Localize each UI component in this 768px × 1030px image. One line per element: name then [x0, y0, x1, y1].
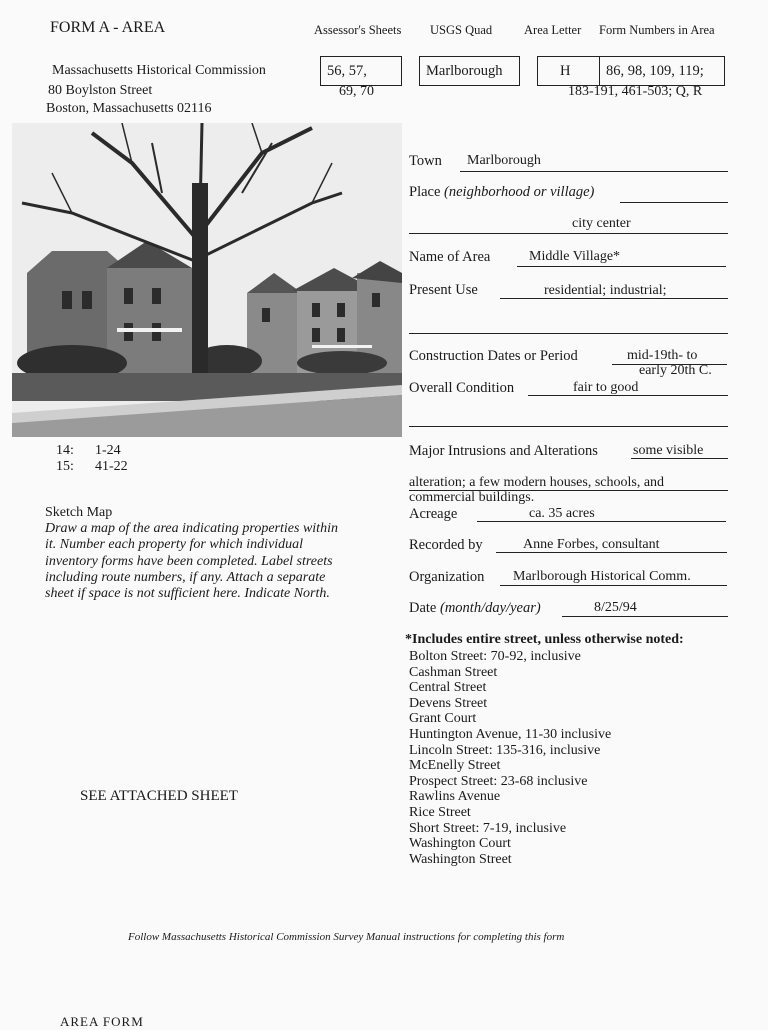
street-item: Washington Court — [409, 836, 511, 852]
form-numbers-header: Form Numbers in Area — [599, 23, 715, 37]
town-label: Town — [409, 153, 442, 169]
intrusions-value-2[interactable]: alteration; a few modern houses, schools, and — [409, 475, 665, 490]
sketch-line: including route numbers, if any. Attach a separate — [45, 569, 326, 585]
assessors-sheets-header: Assessor's Sheets — [314, 23, 402, 37]
street-item: Rawlins Avenue — [409, 789, 501, 805]
streets-list — [409, 649, 611, 867]
place-label-text: Place — [409, 184, 441, 200]
street-item: Grant Court — [409, 711, 477, 727]
sketch-line: Draw a map of the area indicating properties within — [45, 521, 338, 536]
photo-caption-roll-1: 14: — [56, 443, 74, 458]
assessors-sheets-value-2: 69, 70 — [339, 84, 374, 99]
organization-label: Organization — [409, 569, 485, 585]
date-underline — [562, 616, 728, 617]
sketch-map-heading: Sketch Map — [45, 505, 113, 520]
area-letter-box[interactable] — [537, 56, 600, 86]
form-numbers-value: 86, 98, 109, 119; — [606, 62, 704, 79]
present-use-value[interactable]: residential; industrial; — [544, 283, 667, 298]
recorded-by-value[interactable]: Anne Forbes, consultant — [523, 537, 660, 552]
place-label — [409, 184, 594, 201]
photo-caption-roll-2: 15: — [56, 459, 74, 474]
area-photo — [12, 123, 402, 437]
area-letter-value: H — [560, 62, 571, 79]
date-label-text: Date — [409, 600, 437, 616]
assessors-sheets-box[interactable] — [320, 56, 402, 86]
intrusions-label: Major Intrusions and Alterations — [409, 443, 598, 459]
construction-dates-label: Construction Dates or Period — [409, 348, 578, 364]
acreage-value[interactable]: ca. 35 acres — [529, 506, 595, 521]
streets-note: *Includes entire street, unless otherwise noted: — [405, 632, 684, 647]
photo-caption-frames-2: 41-22 — [95, 459, 128, 474]
date-value[interactable]: 8/25/94 — [594, 600, 637, 615]
street-item: Huntington Avenue, 11-30 inclusive — [409, 726, 612, 742]
place-underline-1 — [620, 202, 728, 203]
sketch-line: sheet if space is not sufficient here. Indicate North. — [45, 586, 330, 602]
acreage-underline — [477, 521, 726, 522]
street-scene-photo — [12, 123, 402, 437]
intrusions-value-3[interactable]: commercial buildings. — [409, 490, 535, 505]
date-hint: (month/day/year) — [440, 600, 541, 616]
org-city: Boston, Massachusetts 02116 — [46, 101, 212, 116]
organization-value[interactable]: Marlborough Historical Comm. — [513, 569, 691, 584]
street-item: Devens Street — [409, 695, 488, 711]
sketch-line: it. Number each property for which individual — [45, 537, 304, 553]
sketch-line: inventory forms have been completed. Label streets — [45, 553, 333, 569]
street-item: Central Street — [409, 680, 487, 696]
see-attached-sheet: SEE ATTACHED SHEET — [80, 788, 238, 804]
area-name-underline — [517, 266, 726, 267]
organization-underline — [500, 585, 727, 586]
street-item: Short Street: 7-19, inclusive — [409, 820, 567, 836]
photo-caption-frames-1: 1-24 — [95, 443, 121, 458]
footer-instructions: Follow Massachusetts Historical Commission Survey Manual instructions for completing this form — [128, 931, 565, 943]
org-name: Massachusetts Historical Commission — [52, 63, 266, 78]
town-underline — [460, 171, 728, 172]
street-item: McEnelly Street — [409, 758, 501, 774]
area-letter-header: Area Letter — [524, 23, 582, 37]
org-street: 80 Boylston Street — [48, 83, 153, 98]
town-value[interactable]: Marlborough — [467, 153, 541, 168]
place-hint: (neighborhood or village) — [444, 184, 595, 200]
acreage-label: Acreage — [409, 506, 458, 522]
street-item: Washington Street — [409, 851, 512, 867]
usgs-quad-value: Marlborough — [426, 62, 503, 79]
form-numbers-box[interactable] — [599, 56, 725, 86]
street-item: Cashman Street — [409, 664, 498, 680]
date-label — [409, 600, 541, 617]
intrusions-value-1[interactable]: some visible — [633, 443, 704, 458]
street-item: Lincoln Street: 135-316, inclusive — [409, 742, 601, 758]
footer-area-form: AREA FORM — [60, 1014, 144, 1029]
area-name-label: Name of Area — [409, 249, 491, 265]
usgs-quad-header: USGS Quad — [430, 23, 493, 37]
street-item: Prospect Street: 23-68 inclusive — [409, 773, 588, 789]
form-title: FORM A - AREA — [50, 19, 166, 36]
place-underline-2 — [409, 233, 728, 234]
assessors-sheets-value: 56, 57, — [327, 62, 367, 79]
street-item: Bolton Street: 70-92, inclusive — [409, 649, 581, 664]
condition-label: Overall Condition — [409, 380, 515, 396]
present-use-label: Present Use — [409, 282, 478, 298]
form-numbers-value-2: 183-191, 461-503; Q, R — [568, 84, 703, 99]
present-use-underline-2 — [409, 333, 728, 334]
construction-dates-value-1[interactable]: mid-19th- to — [627, 348, 698, 363]
sketch-map-instructions — [45, 521, 338, 602]
place-value[interactable]: city center — [572, 216, 631, 231]
street-item: Rice Street — [409, 804, 471, 820]
condition-value[interactable]: fair to good — [573, 380, 639, 395]
condition-underline-2 — [409, 426, 728, 427]
construction-dates-value-2[interactable]: early 20th C. — [639, 363, 712, 378]
recorded-by-label: Recorded by — [409, 537, 483, 553]
area-name-value[interactable]: Middle Village* — [529, 249, 621, 264]
usgs-quad-box[interactable] — [419, 56, 520, 86]
